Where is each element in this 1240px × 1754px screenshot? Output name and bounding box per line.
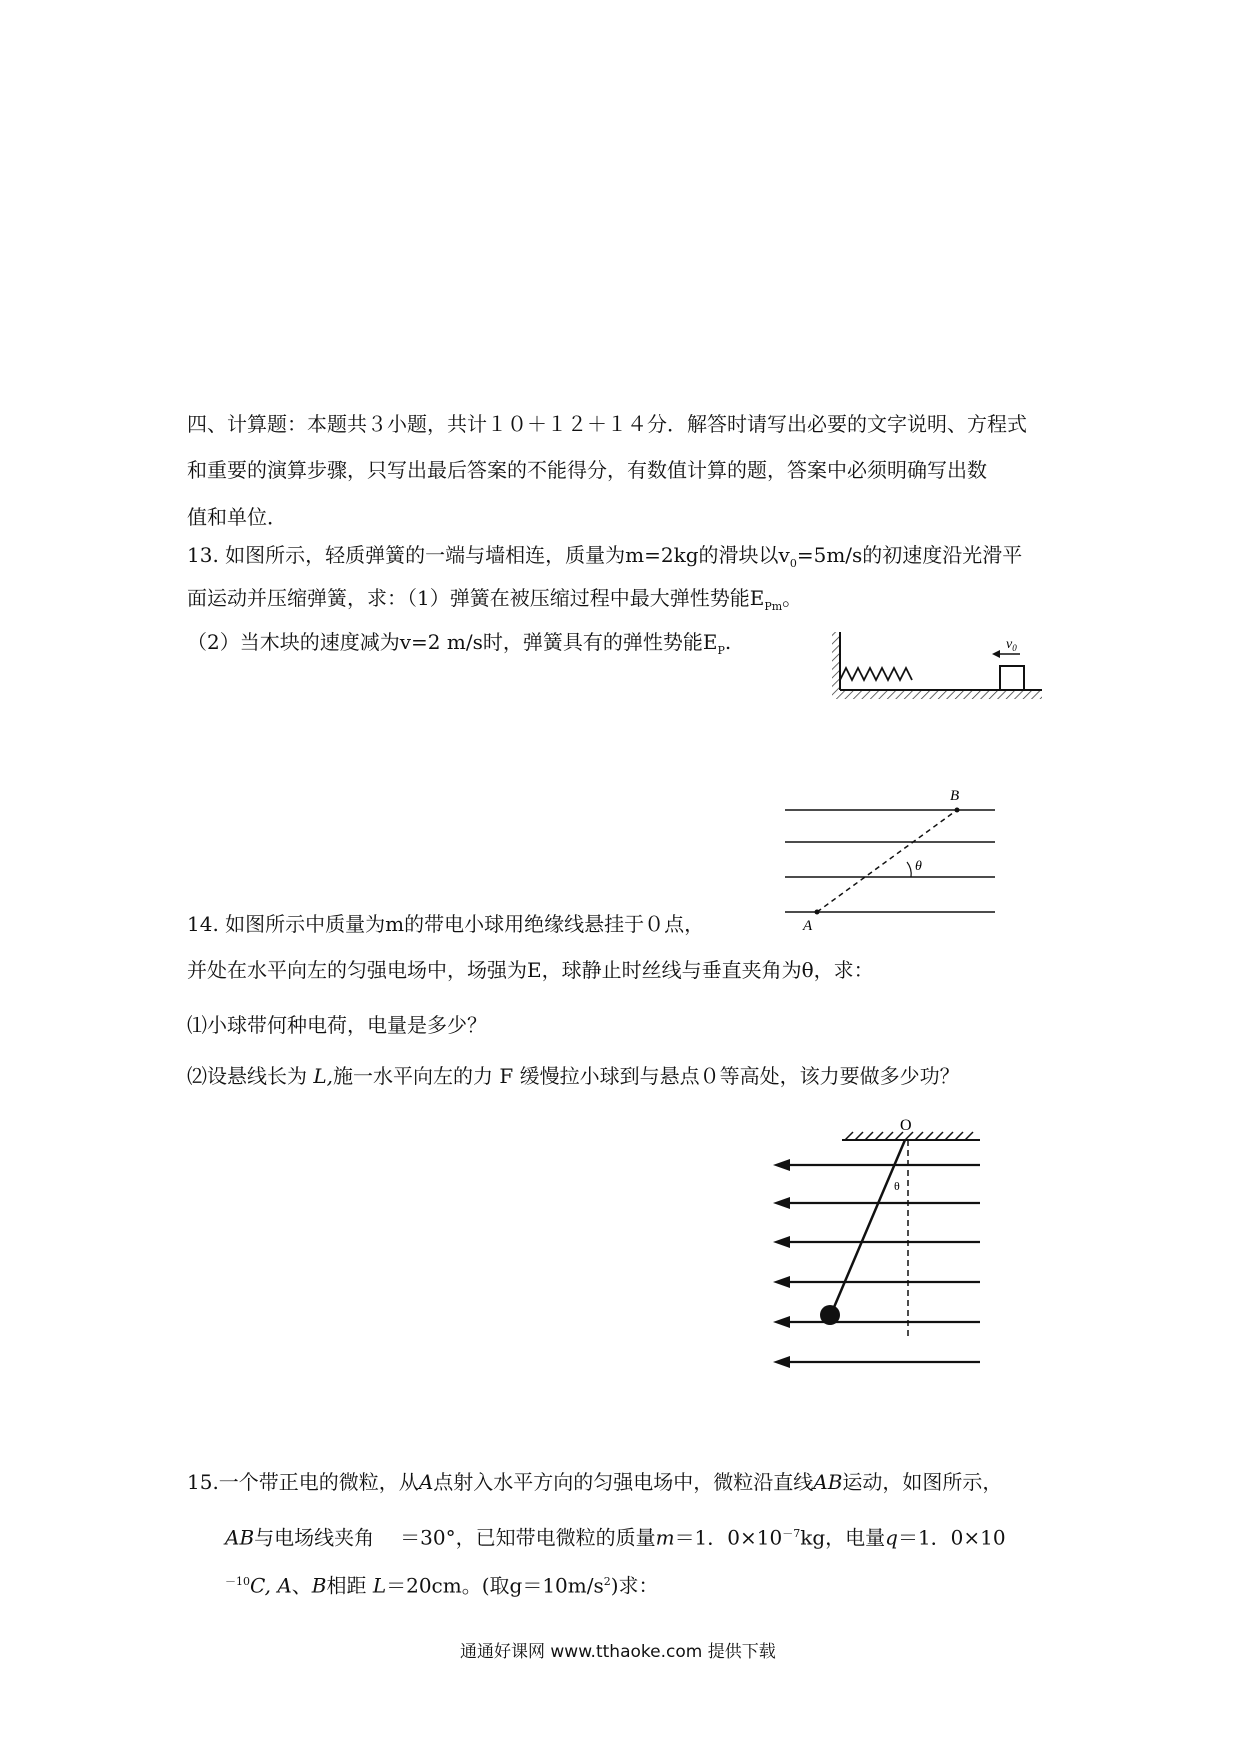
q13-line-1-text-b: =5m/s的初速度沿光滑平	[796, 543, 1023, 567]
q14-line-4-text-a: ⑵设悬线长为	[187, 1064, 307, 1088]
q15-italic-c: C,	[250, 1573, 271, 1598]
q14-line-4-text-b: 施一水平向左的力 F 缓慢拉小球到与悬点０等高处，该力要做多少功？	[333, 1064, 960, 1088]
q15-charge-exponent: －10	[225, 1575, 250, 1588]
q14-line-1: 14. 如图所示中质量为m的带电小球用绝缘线悬挂于０点，	[187, 912, 705, 936]
q15-italic-q: q	[885, 1525, 898, 1550]
point-b	[955, 808, 960, 813]
label-o: O	[900, 1117, 912, 1134]
label-theta: θ	[915, 859, 922, 874]
q15-line-1	[187, 1468, 1002, 1496]
label-theta: θ	[894, 1179, 900, 1193]
q13-v0-subscript: 0	[789, 557, 797, 570]
section-heading-line-2: 和重要的演算步骤，只写出最后答案的不能得分，有数值计算的题，答案中必须明确写出数	[187, 458, 987, 482]
label-a: A	[803, 918, 813, 934]
q15-italic-m: m	[655, 1525, 675, 1550]
q14-line-4-italic-l: L,	[307, 1064, 333, 1088]
q15-line-2-text-c: ＝1．0×10	[674, 1525, 783, 1550]
field-arrowheads	[773, 1159, 790, 1368]
q15-italic-a: A	[418, 1470, 434, 1494]
q14-line-4	[187, 1062, 960, 1090]
spring	[840, 668, 912, 680]
footer-source: 通通好课网 www.tthaoke.com 提供下载	[460, 1642, 776, 1662]
velocity-arrowhead	[992, 650, 1000, 658]
q15-line-2	[225, 1520, 1006, 1552]
q13-line-3	[187, 628, 731, 665]
q15-line-2-italic-ab: AB	[225, 1525, 255, 1550]
q15-line-2-text-d: kg，电量	[800, 1525, 886, 1550]
q15-italic-a2: A	[277, 1573, 292, 1598]
pendulum-field-figure	[770, 1110, 995, 1360]
section-heading-line-1: 四、计算题：本题共３小题，共计１０＋１２＋１４分．解答时请写出必要的文字说明、方程式	[187, 412, 1027, 436]
section-heading-line-3: 值和单位．	[187, 505, 287, 529]
theta-arc	[907, 862, 911, 877]
q13-line-3-text-b: .	[724, 630, 732, 654]
q15-line-1-text-c: 运动，如图所示，	[842, 1470, 1003, 1494]
label-b: B	[950, 788, 960, 804]
floor-hatch	[832, 690, 1042, 699]
q15-line-3-text-d: )求：	[610, 1573, 659, 1598]
q15-line-3-text-c: ＝20cm。(取g＝10m/s	[386, 1573, 604, 1598]
q13-epm-subscript: Pm	[764, 600, 783, 613]
q15-line-3	[225, 1568, 659, 1600]
q13-line-2-text-b: 。	[782, 586, 803, 610]
q13-line-2	[187, 584, 802, 621]
q13-line-3-text-a: （2）当木块的速度减为v=2 m/s时，弹簧具有的弹性势能E	[187, 630, 718, 654]
point-a	[815, 910, 820, 915]
q15-italic-l: L	[372, 1573, 387, 1598]
q14-line-2: 并处在水平向左的匀强电场中，场强为E，球静止时丝线与垂直夹角为θ，求：	[187, 958, 874, 982]
q15-italic-b: B	[311, 1573, 327, 1598]
velocity-label: $v_0$	[1006, 637, 1017, 653]
charged-ball	[820, 1305, 840, 1325]
block	[1000, 666, 1024, 690]
wall-hatch	[832, 632, 840, 690]
ab-field-figure	[785, 780, 1005, 934]
ab-dashed-line	[817, 810, 957, 912]
q15-line-3-text-b: 相距	[326, 1573, 367, 1598]
q13-ep-subscript: P	[717, 644, 725, 657]
q15-line-3-text-a: 、	[291, 1573, 312, 1598]
q15-line-2-text-a: 与电场线夹角	[254, 1525, 375, 1550]
q15-g-exponent: 2	[603, 1575, 611, 1588]
q15-line-2-text-b: ＝30°，已知带电微粒的质量	[400, 1525, 656, 1550]
q13-line-1-text-a: 13. 如图所示，轻质弹簧的一端与墙相连，质量为m=2kg的滑块以v	[187, 543, 790, 567]
q15-italic-ab: AB	[813, 1470, 843, 1494]
q15-line-1-text-a: 15.一个带正电的微粒，从	[187, 1470, 419, 1494]
q13-line-1	[187, 541, 1022, 578]
q15-line-2-text-e: ＝1．0×10	[897, 1525, 1006, 1550]
q13-line-2-text-a: 面运动并压缩弹簧，求：（1）弹簧在被压缩过程中最大弹性势能E	[187, 586, 765, 610]
q15-line-1-text-b: 点射入水平方向的匀强电场中，微粒沿直线	[433, 1470, 814, 1494]
q14-line-3: ⑴小球带何种电荷，电量是多少？	[187, 1013, 487, 1037]
q15-mass-exponent: －7	[782, 1527, 801, 1540]
spring-block-figure	[820, 630, 1060, 710]
